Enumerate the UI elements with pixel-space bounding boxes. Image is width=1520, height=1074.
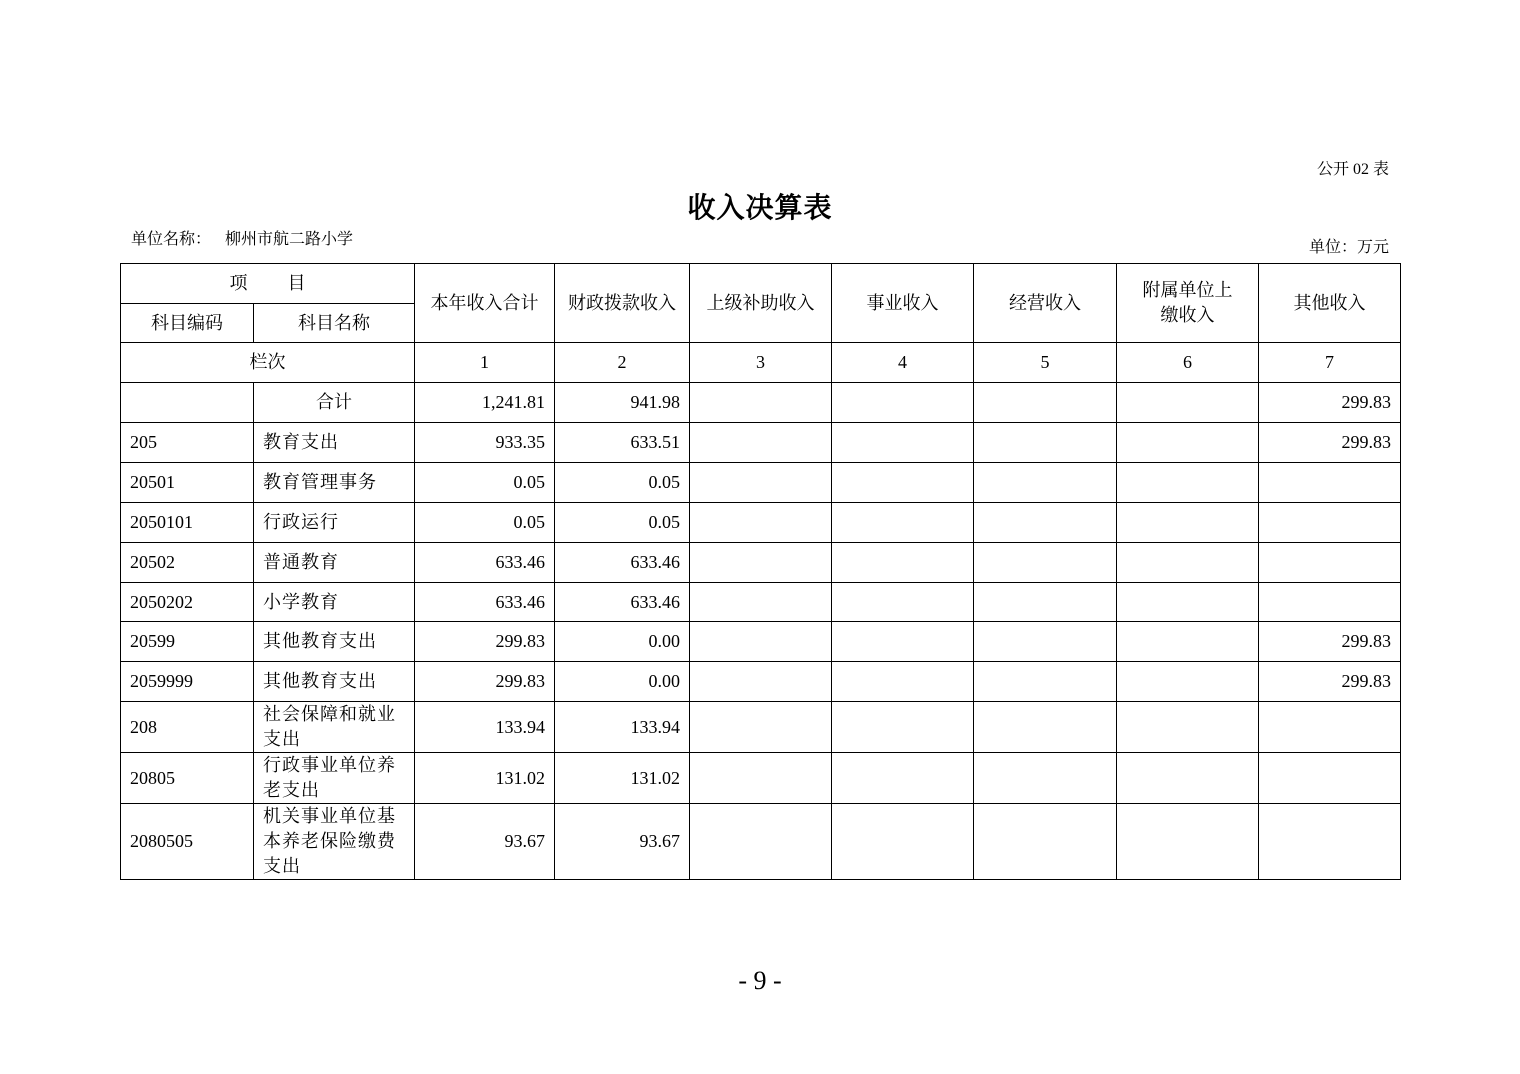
amount-cell [1259, 503, 1401, 543]
lanci-number: 1 [415, 343, 555, 383]
table-row [121, 753, 1401, 804]
amount-cell [1117, 583, 1259, 622]
amount-cell [832, 804, 974, 880]
amount-cell [974, 622, 1117, 662]
table-row [121, 503, 1401, 543]
amount-cell [690, 622, 832, 662]
amount-cell [690, 583, 832, 622]
subject-code: 20501 [121, 463, 254, 503]
subject-name: 其他教育支出 [254, 662, 415, 702]
subject-name: 教育管理事务 [254, 463, 415, 503]
table-row [121, 662, 1401, 702]
subject-code: 208 [121, 702, 254, 753]
amount-cell [1259, 753, 1401, 804]
subject-name: 行政运行 [254, 503, 415, 543]
amount-cell: 299.83 [415, 622, 555, 662]
amount-cell: 633.46 [555, 583, 690, 622]
amount-cell: 299.83 [1259, 662, 1401, 702]
amount-cell [1117, 383, 1259, 423]
amount-cell [832, 423, 974, 463]
amount-cell: 93.67 [415, 804, 555, 880]
subject-name: 机关事业单位基本养老保险缴费支出 [254, 804, 415, 880]
subject-name: 其他教育支出 [254, 622, 415, 662]
amount-cell: 1,241.81 [415, 383, 555, 423]
amount-cell [1259, 804, 1401, 880]
unit-name-value: 柳州市航二路小学 [225, 231, 354, 248]
header-col-2: 财政拨款收入 [555, 264, 690, 343]
amount-cell [832, 583, 974, 622]
subject-name: 教育支出 [254, 423, 415, 463]
amount-cell: 0.05 [415, 503, 555, 543]
table-row [121, 583, 1401, 622]
lanci-number: 6 [1117, 343, 1259, 383]
amount-cell [1117, 503, 1259, 543]
amount-cell [690, 383, 832, 423]
amount-cell [1117, 753, 1259, 804]
subject-code: 2050101 [121, 503, 254, 543]
table-row [121, 543, 1401, 583]
amount-cell [832, 463, 974, 503]
header-code: 科目编码 [121, 304, 254, 343]
amount-cell [974, 583, 1117, 622]
amount-cell [832, 662, 974, 702]
amount-cell: 131.02 [415, 753, 555, 804]
amount-cell [974, 503, 1117, 543]
amount-cell: 633.51 [555, 423, 690, 463]
amount-cell: 0.05 [555, 503, 690, 543]
table-body [121, 383, 1401, 880]
amount-cell [832, 543, 974, 583]
amount-cell [690, 503, 832, 543]
amount-cell [832, 383, 974, 423]
amount-cell [690, 463, 832, 503]
amount-cell: 299.83 [1259, 423, 1401, 463]
amount-cell [1259, 463, 1401, 503]
page-number: - 9 - [738, 966, 782, 995]
total-row [121, 383, 1401, 423]
amount-cell [832, 702, 974, 753]
subject-code: 2050202 [121, 583, 254, 622]
header-col-7: 其他收入 [1259, 264, 1401, 343]
header-col-3: 上级补助收入 [690, 264, 832, 343]
amount-cell [1117, 804, 1259, 880]
header-row-1 [121, 264, 1401, 304]
amount-cell [974, 702, 1117, 753]
amount-cell [1117, 463, 1259, 503]
amount-cell [1117, 423, 1259, 463]
subject-code: 205 [121, 423, 254, 463]
amount-cell [690, 753, 832, 804]
amount-cell [974, 383, 1117, 423]
lanci-number: 5 [974, 343, 1117, 383]
header-mu: 目 [287, 273, 306, 293]
lanci-number: 3 [690, 343, 832, 383]
header-item-cell [121, 264, 415, 304]
amount-cell [690, 662, 832, 702]
amount-cell: 299.83 [1259, 622, 1401, 662]
subject-code: 20502 [121, 543, 254, 583]
table-row [121, 423, 1401, 463]
amount-cell: 941.98 [555, 383, 690, 423]
unit-name-label: 单位名称： [131, 231, 212, 248]
subject-name: 行政事业单位养老支出 [254, 753, 415, 804]
amount-cell [832, 622, 974, 662]
amount-cell [974, 753, 1117, 804]
amount-cell [974, 662, 1117, 702]
amount-cell: 0.00 [555, 622, 690, 662]
amount-cell [1259, 702, 1401, 753]
subject-code: 2080505 [121, 804, 254, 880]
amount-cell [690, 423, 832, 463]
amount-cell [690, 804, 832, 880]
amount-cell [974, 463, 1117, 503]
subject-name: 小学教育 [254, 583, 415, 622]
amount-cell: 299.83 [415, 662, 555, 702]
subject-name: 普通教育 [254, 543, 415, 583]
subject-code: 20805 [121, 753, 254, 804]
subject-name: 合计 [254, 383, 415, 423]
header-col-6: 附属单位上缴收入 [1117, 264, 1259, 343]
lanci-number: 4 [832, 343, 974, 383]
amount-cell [1117, 662, 1259, 702]
table-row [121, 622, 1401, 662]
amount-cell: 133.94 [415, 702, 555, 753]
amount-cell [690, 702, 832, 753]
header-xiang: 项 [229, 273, 248, 293]
lanci-label: 栏次 [121, 343, 415, 383]
amount-cell [690, 543, 832, 583]
currency-unit: 单位：万元 [1308, 239, 1389, 256]
amount-cell [974, 804, 1117, 880]
unit-name-line [131, 226, 353, 249]
amount-cell [832, 753, 974, 804]
lanci-number: 2 [555, 343, 690, 383]
income-table [120, 263, 1401, 880]
amount-cell: 131.02 [555, 753, 690, 804]
amount-cell: 633.46 [415, 583, 555, 622]
subject-code: 2059999 [121, 662, 254, 702]
amount-cell [832, 503, 974, 543]
amount-cell [1259, 583, 1401, 622]
table-row [121, 463, 1401, 503]
amount-cell [1117, 543, 1259, 583]
amount-cell: 0.05 [555, 463, 690, 503]
amount-cell: 633.46 [415, 543, 555, 583]
amount-cell [1117, 702, 1259, 753]
amount-cell: 933.35 [415, 423, 555, 463]
amount-cell: 633.46 [555, 543, 690, 583]
page-title: 收入决算表 [687, 193, 833, 224]
amount-cell: 299.83 [1259, 383, 1401, 423]
form-code: 公开 02 表 [1316, 161, 1389, 178]
header-col-1: 本年收入合计 [415, 264, 555, 343]
lanci-number: 7 [1259, 343, 1401, 383]
amount-cell [974, 423, 1117, 463]
amount-cell [1259, 543, 1401, 583]
amount-cell [1117, 622, 1259, 662]
table-row [121, 702, 1401, 753]
table-row [121, 804, 1401, 880]
header-col-5: 经营收入 [974, 264, 1117, 343]
subject-code [121, 383, 254, 423]
subject-name: 社会保障和就业支出 [254, 702, 415, 753]
amount-cell: 0.00 [555, 662, 690, 702]
amount-cell: 93.67 [555, 804, 690, 880]
amount-cell: 133.94 [555, 702, 690, 753]
header-col-4: 事业收入 [832, 264, 974, 343]
subject-code: 20599 [121, 622, 254, 662]
amount-cell [974, 543, 1117, 583]
header-name: 科目名称 [254, 304, 415, 343]
lanci-row [121, 343, 1401, 383]
amount-cell: 0.05 [415, 463, 555, 503]
